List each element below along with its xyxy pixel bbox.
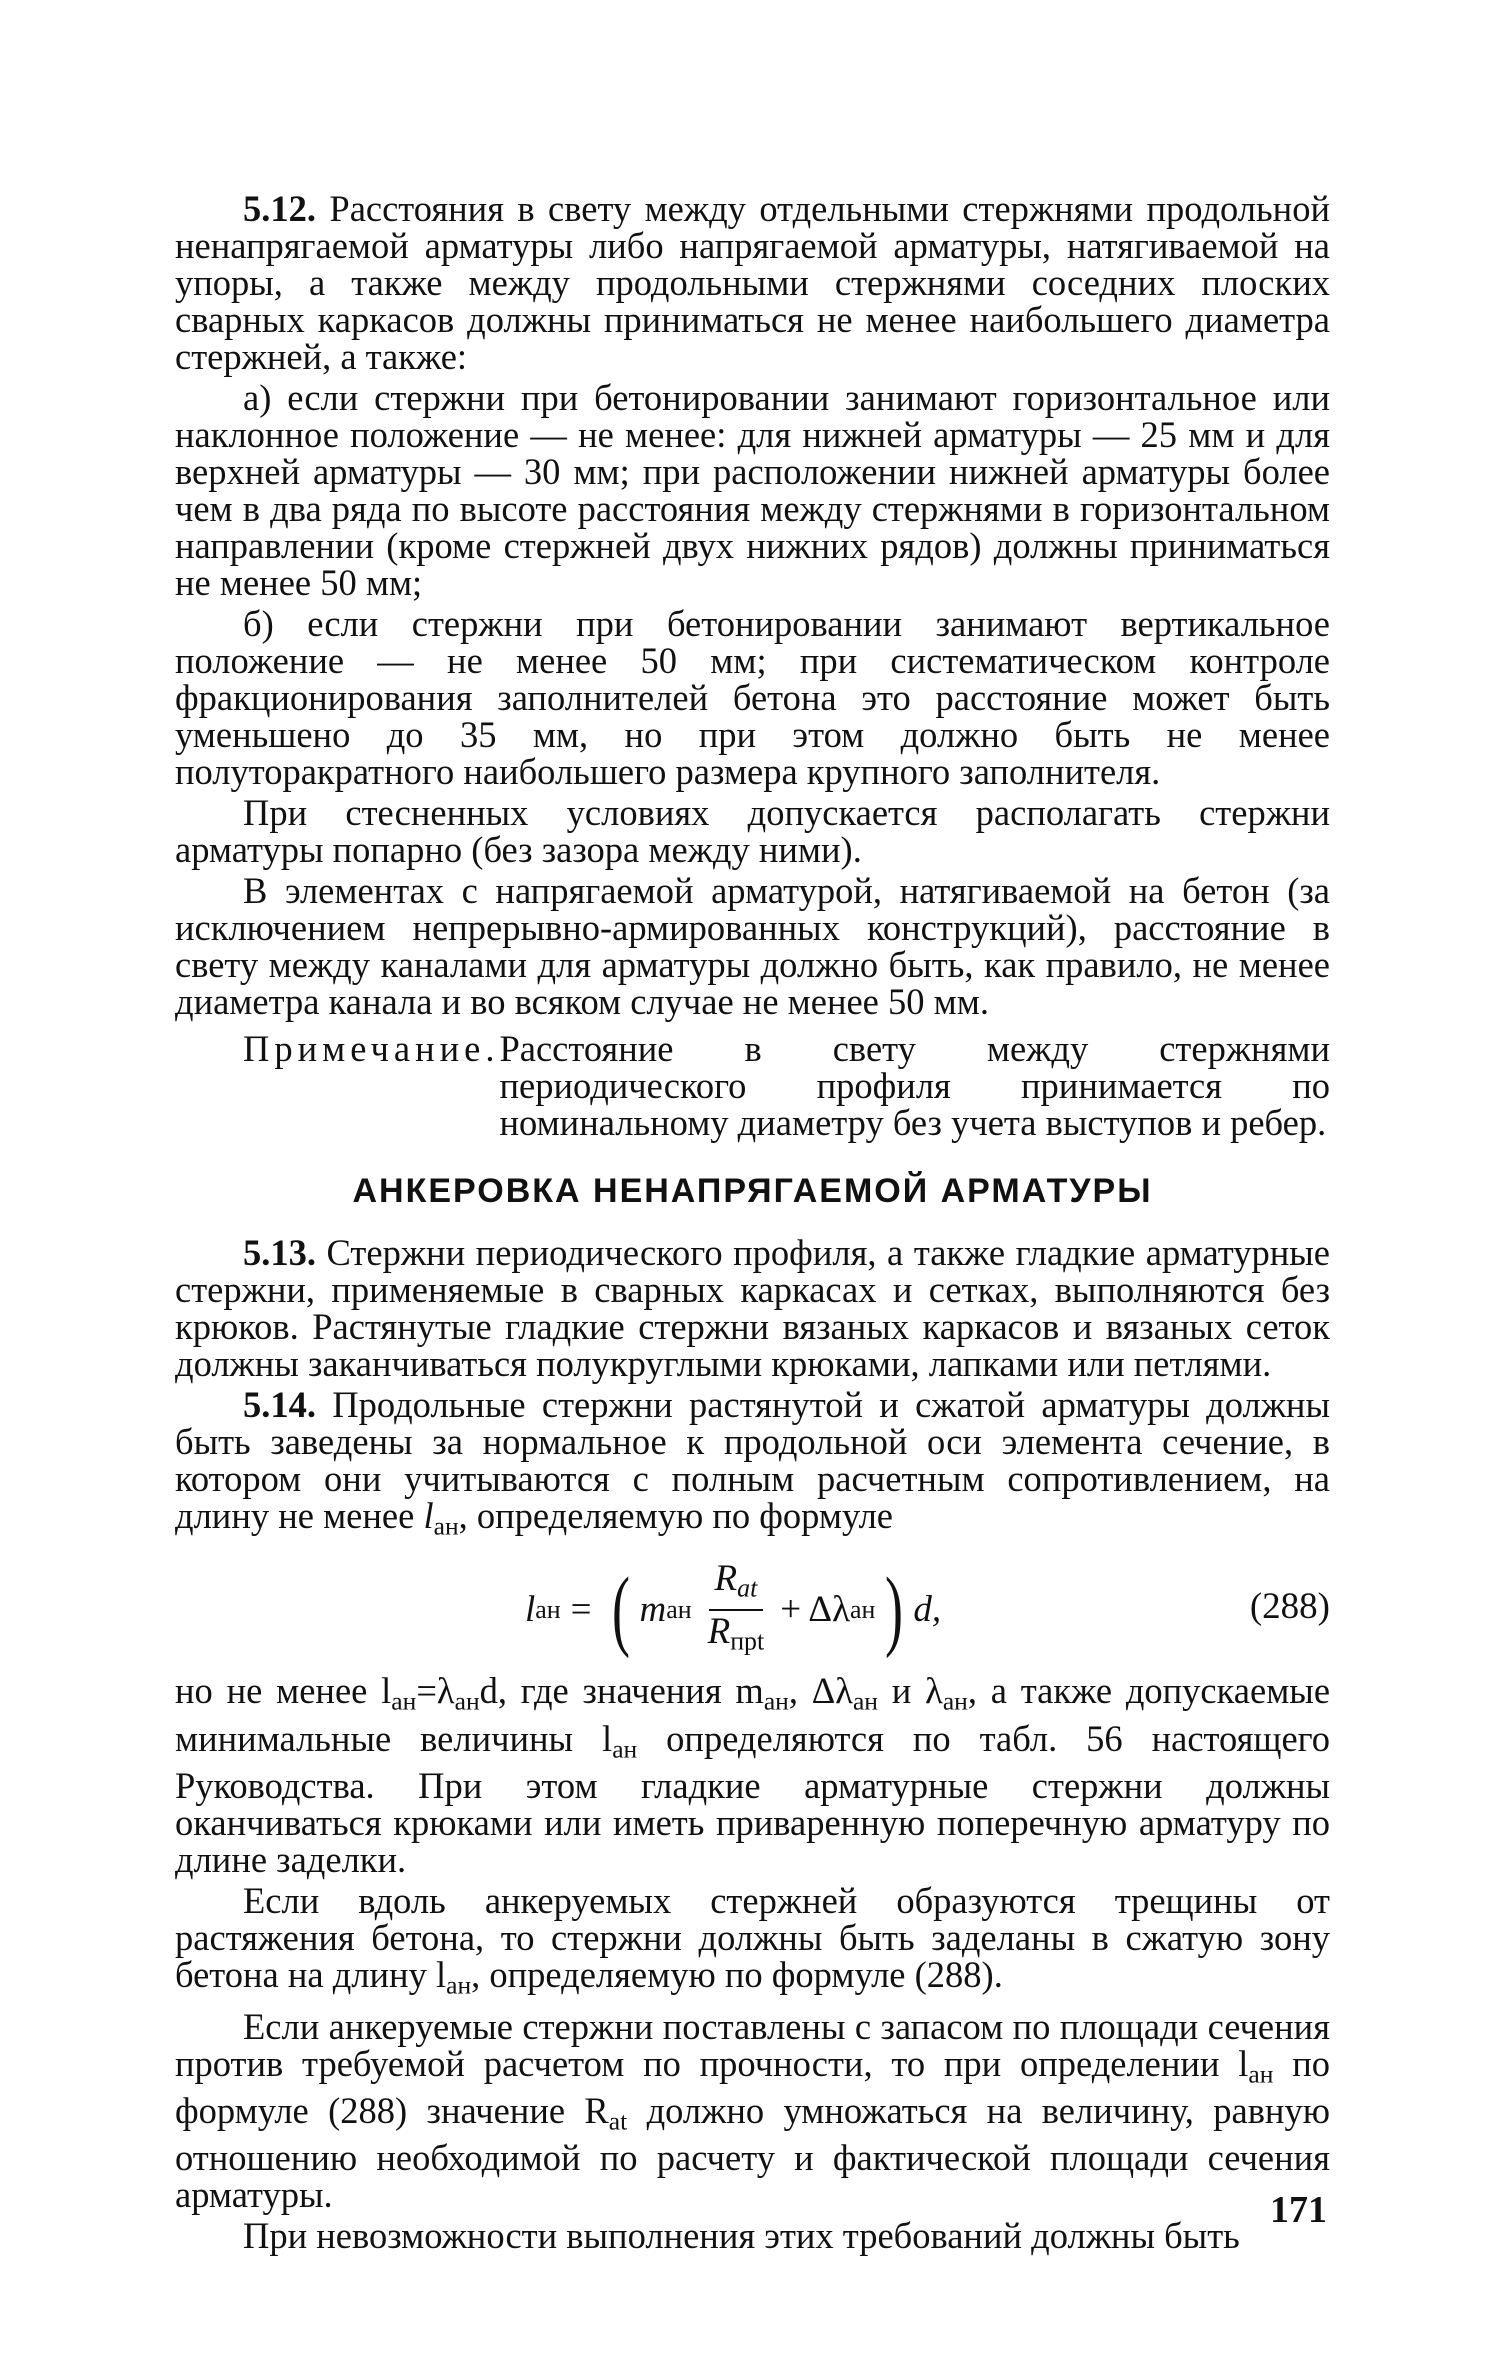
section-heading: АНКЕРОВКА НЕНАПРЯГАЕМОЙ АРМАТУРЫ: [352, 1172, 1153, 1210]
formula-number: (288): [1249, 1586, 1330, 1628]
paragraph-tight-conditions: При стесненных условиях допускается располагать стержни арматуры попарно (без зазора между ними).: [175, 792, 1330, 870]
paragraph-prestressed: В элементах с напрягаемой арматурой, натягиваемой на бетон (за исключением непрерывно-армированных конструкций), расстояние в свету между каналами для арматуры должно быть, как правило, не менее диаметра канала и во всяком случае не менее 50 мм.: [175, 870, 1330, 1022]
note: [175, 1030, 1330, 1141]
paragraph-5-12: [175, 190, 1330, 375]
formula-288: [175, 1548, 1330, 1666]
paragraph-last: При невозможности выполнения этих требований должны быть: [243, 2215, 1240, 2257]
paragraph-min-length: но не менее $l_{ан}=\lambda_{ан}d$, где значения $m_{ан}$, $\Delta\lambda_{ан}$ и $\lambda_{ан}$, а также допускаемые минимальные величины $l_{ан}$ определяются по табл. 56 настоящего Руководства. При этом гладкие арматурные стержни должны оканчиваться крюками или иметь приваренную поперечную арматуру по длине заделки.: [175, 1670, 1331, 1881]
paragraph-text: Стержни периодического профиля, а также гладкие арматурные стержни, применяемые в сварных каркасах и сетках, выполняются без крюков. Растянутые гладкие стержни вязаных каркасов и вязаных сеток должны заканчиваться полукруглыми крюками, лапками или петлями.: [175, 1232, 1330, 1384]
formula-expression: l ан = ( m ан $\frac{R_{at}}{R_{прt}}$ + Δλ ан ) d,: [525, 1558, 942, 1659]
clause-number: 5.13.: [243, 1232, 316, 1273]
paragraph-item-a: а) если стержни при бетонировании занимают горизонтальное или наклонное положение — не менее: для нижней арматуры — 25 мм и для верхней арматуры — 30 мм; при расположении нижней арматуры более чем в два ряда по высоте расстояния между стержнями в горизонтальном направлении (кроме стержней двух нижних рядов) должны приниматься не менее 50 мм;: [175, 377, 1330, 603]
page-number: 171: [1270, 2189, 1327, 2231]
paragraph-text: Расстояния в свету между отдельными стержнями продольной ненапрягаемой арматуры либо напрягаемой арматуры, натягиваемой на упоры, а также между продольными стержнями соседних плоских сварных каркасов должны приниматься не менее наибольшего диаметра стержней, а также:: [175, 188, 1330, 377]
paragraph-5-14: 5.14. Продольные стержни растянутой и сжатой арматуры должны быть заведены за нормальное к продольной оси элемента сечение, в котором они учитываются с полным расчетным сопротивлением, на длину не менее $l_{ан}$, определяемую по формуле: [175, 1384, 1330, 1541]
paragraph-item-b: б) если стержни при бетонировании занимают вертикальное положение — не менее 50 мм; при систематическом контроле фракционирования заполнителей бетона это расстояние может быть уменьшено до 35 мм, но при этом должно быть не менее полуторакратного наибольшего размера крупного заполнителя.: [175, 603, 1330, 792]
paragraph-5-13: [175, 1234, 1330, 1382]
clause-number: 5.14.: [243, 1384, 316, 1425]
formula-fraction: $\frac{R_{at}}{R_{прt}}$: [707, 1558, 765, 1656]
note-label: Примечание.: [243, 1028, 500, 1069]
note-text: Расстояние в свету между стержнями периодического профиля принимается по номинальному диаметру без учета выступов и ребер.: [499, 1028, 1330, 1143]
paragraph-cracks: Если вдоль анкеруемых стержней образуются трещины от растяжения бетона, то стержни должны быть заделаны в сжатую зону бетона на длину $l_{ан}$, определяемую по формуле (288).: [175, 1880, 1330, 2000]
paragraph-reserve: Если анкеруемые стержни поставлены с запасом по площади сечения против требуемой расчетом по прочности, то при определении $l_{ан}$ по формуле (288) значение $R_{at}$ должно умножаться на величину, равную отношению необходимой по расчету и фактической площади сечения арматуры.: [175, 2005, 1330, 2216]
clause-number: 5.12.: [243, 188, 316, 229]
body-text: [175, 188, 1331, 2257]
